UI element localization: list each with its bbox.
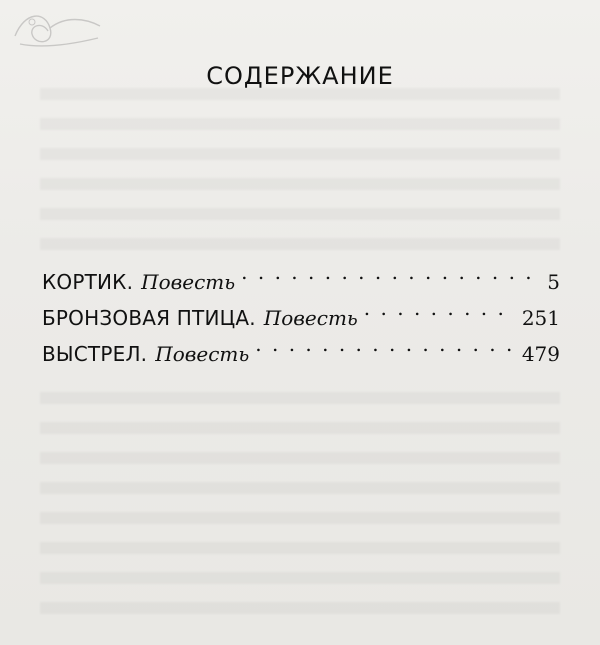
toc-entry-genre: Повесть xyxy=(155,342,250,366)
dot-leader xyxy=(241,255,541,289)
toc-entry-genre: Повесть xyxy=(263,306,358,330)
bleed-through-line xyxy=(40,178,560,190)
bleed-through-line xyxy=(40,238,560,250)
toc-entry-genre: Повесть xyxy=(141,270,236,294)
dot-leader xyxy=(255,327,516,361)
dot-leader xyxy=(364,291,516,325)
toc-entry-title: КОРТИК. xyxy=(42,270,134,294)
bleed-through-line xyxy=(40,148,560,160)
bleed-through-line xyxy=(40,452,560,464)
toc-entry-page: 251 xyxy=(521,306,560,330)
page-title: СОДЕРЖАНИЕ xyxy=(206,62,394,90)
toc-entry-title: ВЫСТРЕЛ. xyxy=(42,342,148,366)
toc-entry-page: 5 xyxy=(547,270,560,294)
toc-entry-title: БРОНЗОВАЯ ПТИЦА. xyxy=(42,306,256,330)
bleed-through-line xyxy=(40,512,560,524)
bleed-through-line xyxy=(40,572,560,584)
toc-entry-page: 479 xyxy=(521,342,560,366)
bleed-through-line xyxy=(40,542,560,554)
table-of-contents xyxy=(42,255,560,366)
bleed-through-line xyxy=(40,422,560,434)
bleed-through-line xyxy=(40,602,560,614)
bleed-through-line xyxy=(40,208,560,220)
bleed-through-line xyxy=(40,482,560,494)
toc-entry[interactable] xyxy=(42,255,560,294)
bleed-through-line xyxy=(40,118,560,130)
ornament-flourish-icon xyxy=(10,6,105,51)
bleed-through-line xyxy=(40,392,560,404)
